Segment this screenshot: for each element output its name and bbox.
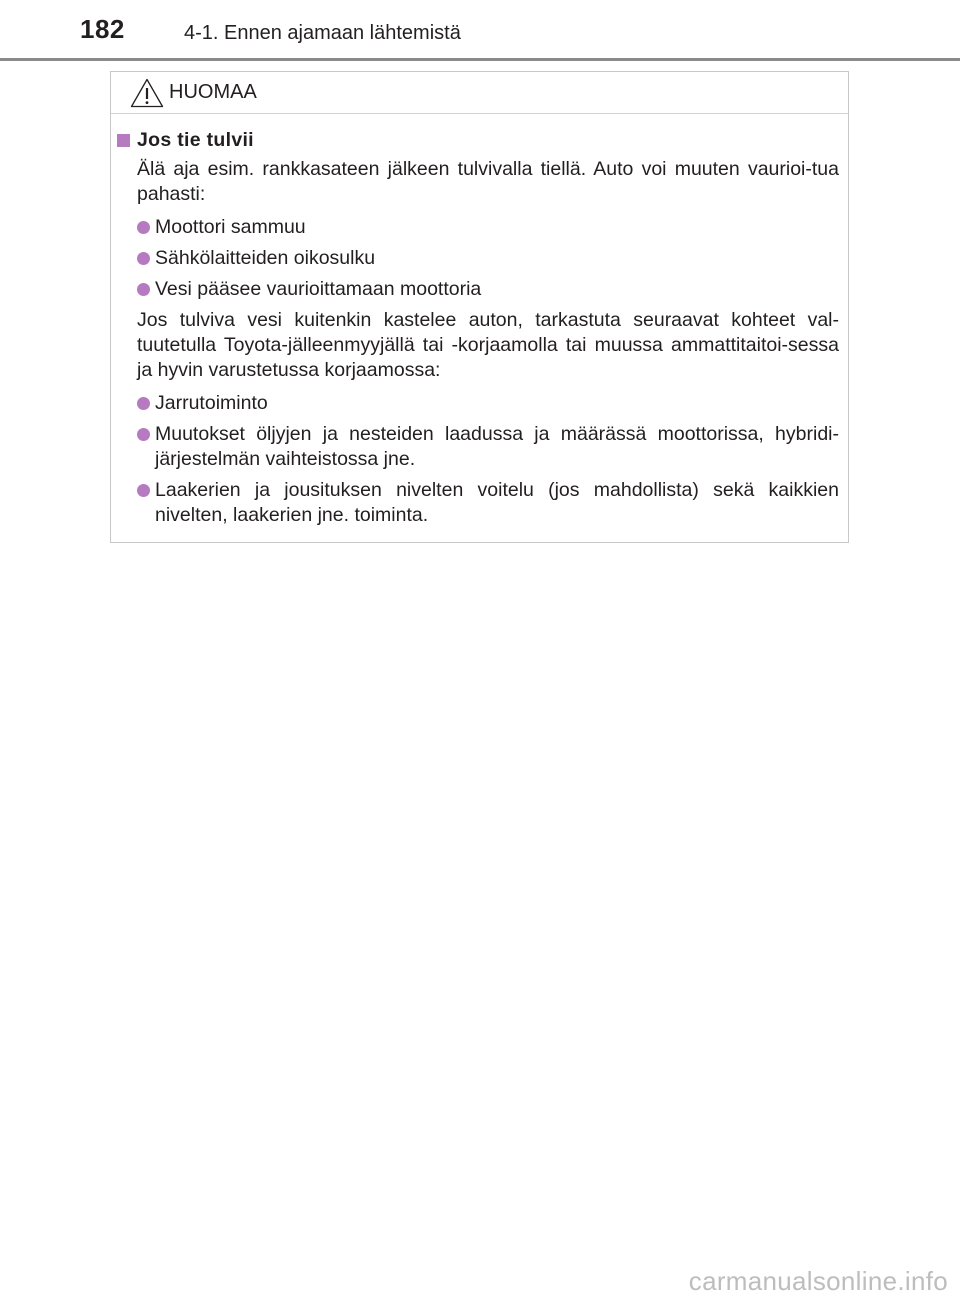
list-item-text: Jarrutoiminto [155, 392, 268, 414]
list-item [137, 215, 839, 240]
warning-triangle-icon [130, 78, 164, 108]
page-number: 182 [80, 14, 125, 44]
list-item [137, 478, 839, 528]
round-bullet-icon [137, 397, 150, 410]
notice-label: HUOMAA [169, 81, 257, 103]
section-title: 4-1. Ennen ajamaan lähtemistä [184, 22, 461, 44]
list-item [137, 391, 839, 416]
round-bullet-icon [137, 252, 150, 265]
square-bullet-icon [117, 134, 130, 147]
consequences-list [137, 215, 839, 302]
list-item-text: Vesi pääsee vaurioittamaan moottoria [155, 278, 482, 300]
notice-box [110, 71, 849, 543]
round-bullet-icon [137, 428, 150, 441]
notice-heading [111, 128, 848, 153]
list-item [137, 422, 839, 472]
round-bullet-icon [137, 221, 150, 234]
list-item-text: Moottori sammuu [155, 216, 306, 238]
checks-list [137, 391, 839, 528]
list-item-text: Laakerien ja jousituksen nivelten voitelu (jos mahdollista) sekä kaikkien nivelten, laakerien jne. toiminta. [155, 479, 839, 526]
list-item [137, 277, 839, 302]
notice-heading-text: Jos tie tulvii [137, 129, 254, 151]
notice-body [111, 128, 848, 534]
list-item-text: Sähkölaitteiden oikosulku [155, 247, 376, 269]
page-header [0, 0, 960, 61]
followup-paragraph: Jos tulviva vesi kuitenkin kastelee auton, tarkastuta seuraavat kohteet val-tuutetulla Toyota-jälleenmyyjällä tai -korjaamolla tai muussa ammattitaitoi-sessa ja hyvin varustetussa korjaamossa: [137, 309, 839, 381]
round-bullet-icon [137, 283, 150, 296]
round-bullet-icon [137, 484, 150, 497]
notice-header [111, 72, 848, 114]
intro-paragraph: Älä aja esim. rankkasateen jälkeen tulvivalla tiellä. Auto voi muuten vaurioi-tua pahasti: [137, 158, 839, 205]
watermark: carmanualsonline.info [688, 1266, 948, 1296]
list-item-text: Muutokset öljyjen ja nesteiden laadussa ja määrässä moottorissa, hybridi-järjestelmän vaihteistossa jne. [155, 423, 839, 470]
list-item [137, 246, 839, 271]
